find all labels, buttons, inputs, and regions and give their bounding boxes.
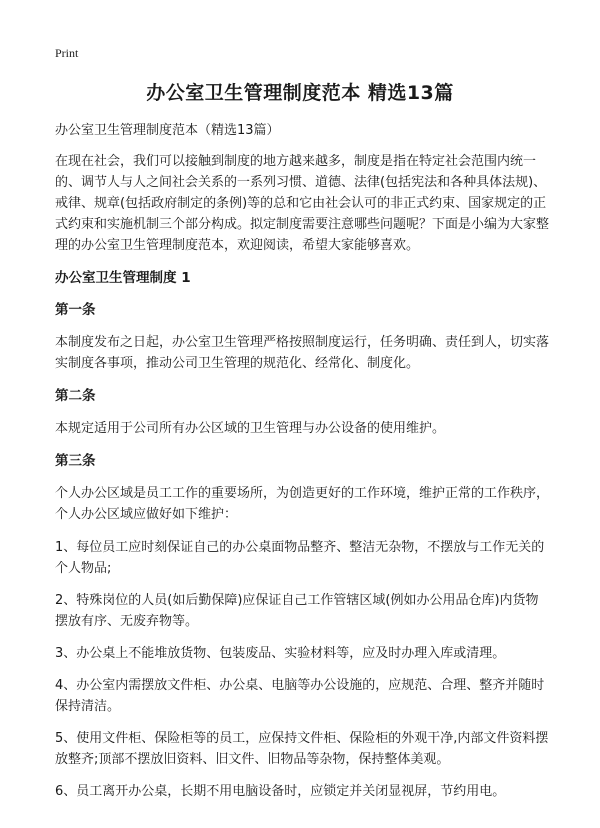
article-heading-2: 第二条 [55, 388, 96, 404]
list-item: 3、办公桌上不能堆放货物、包装废品、实验材料等，应及时办理入库或清理。 [55, 646, 506, 661]
section-heading: 办公室卫生管理制度 1 [55, 270, 191, 286]
article-heading-3: 第三条 [55, 453, 96, 469]
list-item: 5、使用文件柜、保险柜等的员工，应保持文件柜、保险柜的外观干净,内部文件资料摆放整齐;顶部不摆放旧资料、旧文件、旧物品等杂物，保持整体美观。 [55, 731, 549, 767]
list-item: 4、办公室内需摆放文件柜、办公桌、电脑等办公设施的，应规范、合理、整齐并随时保持清洁。 [55, 678, 545, 714]
document-title: 办公室卫生管理制度范本 精选13篇 [146, 82, 454, 104]
article-heading-1: 第一条 [55, 302, 96, 318]
article-body-2: 本规定适用于公司所有办公区域的卫生管理与办公设备的使用维护。 [55, 421, 446, 436]
list-item: 1、每位员工应时刻保证自己的办公桌面物品整齐、整洁无杂物，不摆放与工作无关的个人物品; [55, 540, 545, 576]
document-body [55, 120, 550, 813]
list-item: 2、特殊岗位的人员(如后勤保障)应保证自己工作管辖区域(例如办公用品仓库)内货物摆放有序、无废弃物等。 [55, 593, 539, 629]
article-body-3: 个人办公区域是员工工作的重要场所，为创造更好的工作环境，维护正常的工作秩序，个人办公区域应做好如下维护： [55, 486, 550, 522]
intro-paragraph: 在现在社会，我们可以接触到制度的地方越来越多，制度是指在特定社会范围内统一的、调节人与人之间社会关系的一系列习惯、道德、法律(包括宪法和各种具体法规)、戒律、规章(包括政府制定的条例)等的总和它由社会认可的非正式约束、国家规定的正式约束和实施机制三个部分构成。拟定制度需要注意哪些问题呢？下面是小编为大家整理的办公室卫生管理制度范本，欢迎阅读，希望大家能够喜欢。 [55, 154, 550, 253]
document-subtitle: 办公室卫生管理制度范本（精选13篇） [55, 123, 280, 138]
list-item: 6、员工离开办公桌，长期不用电脑设备时，应锁定并关闭显视屏，节约用电。 [55, 784, 506, 799]
print-link[interactable]: Print [55, 46, 79, 60]
article-body-1: 本制度发布之日起，办公室卫生管理严格按照制度运行，任务明确、责任到人，切实落实制度各事项，推动公司卫生管理的规范化、经常化、制度化。 [55, 335, 550, 371]
